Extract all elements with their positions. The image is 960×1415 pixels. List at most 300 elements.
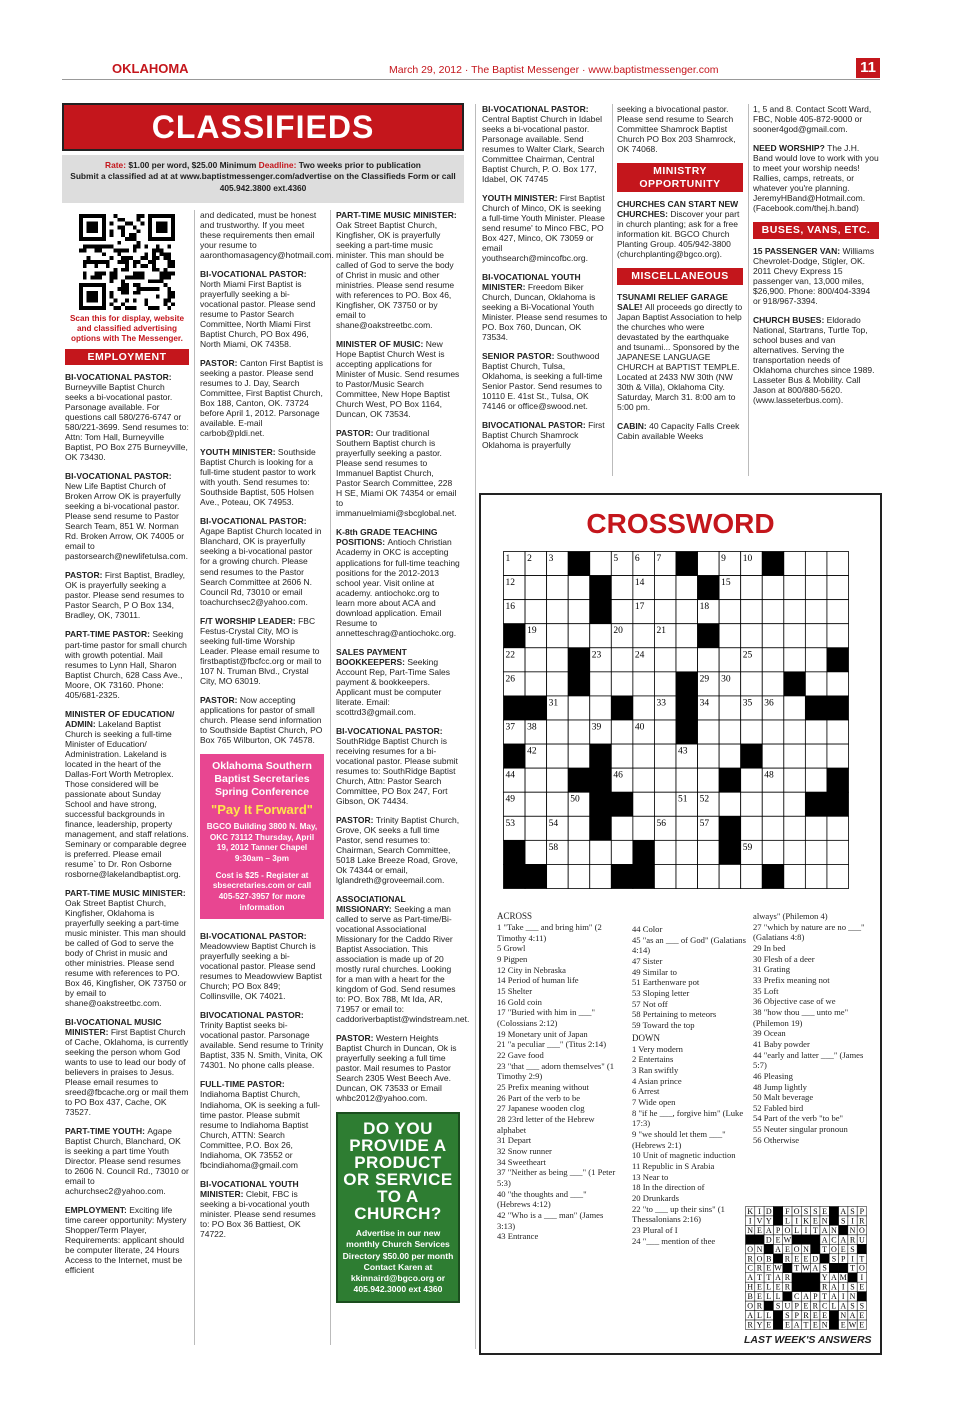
crossword-cell[interactable]	[741, 672, 763, 696]
crossword-number: 24	[634, 650, 645, 661]
crossword-cell[interactable]	[805, 648, 827, 672]
crossword-cell[interactable]	[654, 768, 676, 792]
classified-ad	[336, 1033, 460, 1103]
crossword-number: 9	[721, 554, 726, 564]
crossword-cell[interactable]	[654, 576, 676, 600]
crossword-cell[interactable]	[762, 600, 784, 624]
answer-letter: P	[813, 1292, 818, 1302]
crossword-cell[interactable]	[568, 816, 590, 840]
answer-letter: N	[803, 1244, 809, 1254]
answer-letter: L	[831, 1301, 837, 1311]
crossword-cell[interactable]	[719, 720, 741, 744]
crossword-cell[interactable]	[525, 672, 547, 696]
ad-text: Seeking part-time pastor for small church with growth potential. Mail resumes to Lynn Hall, Sharon Baptist Church, 628 Cass Ave., Moore, OK 73160. Phone: 405/681-2325.	[65, 629, 187, 700]
crossword-clue: 1 "Take ___ and bring him" (2 Timothy 4:11)	[497, 922, 602, 943]
column-4	[482, 104, 608, 459]
crossword-cell[interactable]	[698, 864, 720, 888]
ad-heading: PART-TIME YOUTH:	[65, 1126, 148, 1137]
crossword-cell[interactable]	[525, 768, 547, 792]
crossword-cell[interactable]	[719, 648, 741, 672]
crossword-cell[interactable]	[741, 624, 763, 648]
crossword-cell[interactable]	[611, 816, 633, 840]
crossword-clue: 39 Ocean	[753, 1028, 786, 1039]
crossword-cell[interactable]	[719, 744, 741, 768]
crossword-cell[interactable]	[676, 648, 698, 672]
crossword-black-cell	[633, 840, 655, 864]
crossword-cell[interactable]	[784, 648, 806, 672]
crossword-number: 42	[527, 746, 537, 757]
ad-text: Lakeland Baptist Church is seeking a full-time Minister of Education/ Administration. Lakeland is located in the heart of the Dallas-Fort Worth Metroplex. Those considered will be passionate about Sunday School and have strong, successful backgrounds in finance, leadership, property management, and staff relations. Seminary or comparable degree is preferred. Please email resume` to Dr. Ron Osborne rosborne@lakelandbaptist.org.	[65, 718, 189, 879]
crossword-cell[interactable]	[676, 576, 698, 600]
answer-letter: Y	[765, 1216, 772, 1226]
crossword-cell[interactable]	[784, 816, 806, 840]
crossword-cell[interactable]	[676, 816, 698, 840]
crossword-number: 33	[656, 698, 666, 709]
column-1	[65, 210, 189, 1284]
crossword-cell[interactable]	[676, 768, 698, 792]
crossword-cell[interactable]	[676, 624, 698, 648]
crossword-black-cell	[525, 864, 547, 888]
crossword-cell[interactable]	[784, 792, 806, 816]
crossword-cell[interactable]	[654, 744, 676, 768]
crossword-cell[interactable]	[698, 768, 720, 792]
crossword-cell[interactable]	[741, 576, 763, 600]
crossword-number: 39	[591, 722, 602, 733]
answer-letter: O	[793, 1206, 800, 1216]
column-rule	[194, 210, 195, 1345]
crossword-cell[interactable]	[762, 744, 784, 768]
crossword-number: 19	[527, 626, 537, 637]
answer-letter: V	[756, 1216, 763, 1226]
ad-heading: PASTOR:	[336, 428, 376, 439]
answer-letter: S	[775, 1301, 781, 1311]
crossword-cell[interactable]	[525, 648, 547, 672]
crossword-cell[interactable]	[676, 840, 698, 864]
answer-letter: E	[840, 1244, 846, 1254]
crossword-cell[interactable]	[547, 648, 569, 672]
answer-letter: T	[812, 1225, 818, 1235]
crossword-cell[interactable]	[719, 792, 741, 816]
crossword-cell[interactable]	[784, 768, 806, 792]
crossword-cell[interactable]	[741, 864, 763, 888]
answer-letter: E	[822, 1206, 828, 1216]
crossword-cell[interactable]	[547, 864, 569, 888]
crossword-cell[interactable]	[805, 624, 827, 648]
crossword-cell[interactable]	[547, 672, 569, 696]
answer-cell	[755, 1235, 764, 1244]
answer-letter: T	[822, 1244, 828, 1254]
answer-letter: P	[794, 1301, 799, 1311]
crossword-cell[interactable]	[805, 744, 827, 768]
answer-letter: N	[831, 1225, 837, 1235]
crossword-cell[interactable]	[719, 624, 741, 648]
crossword-cell[interactable]	[784, 696, 806, 720]
crossword-cell[interactable]	[525, 816, 547, 840]
crossword-cell[interactable]	[568, 576, 590, 600]
crossword-cell[interactable]	[611, 600, 633, 624]
answer-letter: H	[747, 1282, 754, 1292]
ad-text: New Hope Baptist Church West is accepting applications for Minister of Music. Send resumes to Pastor/Music Search Committee, New Hope Baptist Church West, PO Box 1164, Duncan, OK 73534.	[336, 339, 460, 420]
crossword-cell[interactable]	[633, 624, 655, 648]
ad-heading: PASTOR:	[200, 358, 240, 369]
crossword-cell[interactable]	[568, 600, 590, 624]
crossword-cell[interactable]	[547, 624, 569, 648]
ad-heading: MINISTER OF MUSIC:	[336, 339, 426, 350]
crossword-number: 53	[505, 818, 515, 829]
crossword-cell[interactable]	[568, 864, 590, 888]
ad-heading: BI-VOCATIONAL PASTOR:	[336, 725, 443, 736]
answer-letter: T	[803, 1320, 809, 1330]
crossword-cell[interactable]	[654, 840, 676, 864]
answer-letter: A	[840, 1301, 847, 1311]
crossword-cell[interactable]	[676, 864, 698, 888]
crossword-cell[interactable]	[741, 792, 763, 816]
crossword-cell[interactable]	[784, 720, 806, 744]
crossword-cell[interactable]	[547, 600, 569, 624]
crossword-number: 12	[505, 578, 515, 589]
crossword-clue: 21 "a peculiar ___" (Titus 2:14)	[497, 1039, 607, 1050]
answer-cell	[764, 1301, 773, 1310]
ad-text: North Miami First Baptist is prayerfully seeking a bi-vocational pastor. Please send resume to Pastor Search Committee, North Miami First Baptist Church, PO Box 496, North Miami, OK 74358.	[200, 279, 316, 350]
crossword-cell[interactable]	[590, 624, 612, 648]
crossword-cell[interactable]	[547, 792, 569, 816]
crossword-cell[interactable]	[568, 744, 590, 768]
ad-heading: BI-VOCATIONAL YOUTH MINISTER:	[482, 272, 581, 293]
ad-text: Discover your part in church planting; ask for a free information kit. BGCO Church Planting Group. 405/942-3800 (churchplanting@bgco.org).	[617, 209, 740, 260]
crossword-clue: 34 Sweetheart	[497, 1156, 546, 1167]
crossword-clue: 17 "Buried with him in ___" (Colossians 2:12)	[497, 1007, 595, 1029]
crossword-cell[interactable]	[762, 792, 784, 816]
crossword-cell[interactable]	[741, 816, 763, 840]
classified-ad	[336, 428, 460, 518]
classified-ad	[617, 199, 743, 259]
crossword-cell[interactable]	[654, 792, 676, 816]
ad-text: New Life Baptist Church of Broken Arrow OK is prayerfully seeking a bi-vocational pastor. Please send resume to Pastor Search Team, 851 W. Norman Rd. Broken Arrow, OK 74005 or email to pastorsearch@newlifetulsa.com.	[65, 481, 188, 562]
crossword-cell[interactable]	[698, 840, 720, 864]
answer-letter: E	[766, 1320, 772, 1330]
section-miscellaneous: MISCELLANEOUS	[617, 268, 743, 285]
crossword-cell[interactable]	[805, 576, 827, 600]
answer-letter: L	[784, 1216, 790, 1226]
answer-letter: A	[775, 1244, 781, 1254]
column-2	[200, 210, 334, 1248]
crossword-cell[interactable]	[827, 816, 849, 840]
answer-letter: R	[756, 1301, 763, 1311]
deadline-label: Deadline:	[258, 160, 297, 170]
classified-ad	[65, 1017, 189, 1117]
answer-letter: T	[794, 1263, 800, 1273]
answer-letter: D	[765, 1235, 772, 1245]
answer-letter: E	[812, 1311, 818, 1321]
ad-heading: BI-VOCATIONAL PASTOR:	[200, 931, 307, 942]
answer-letter: N	[840, 1311, 847, 1321]
classified-ad	[617, 292, 743, 412]
answer-letter: E	[859, 1320, 865, 1330]
crossword-cell[interactable]	[525, 840, 547, 864]
crossword-cell[interactable]	[525, 600, 547, 624]
deadline-text: Two weeks prior to publication	[298, 160, 421, 170]
crossword-cell[interactable]	[784, 840, 806, 864]
crossword-black-cell	[504, 744, 526, 768]
crossword-clue: 22 Gave food	[497, 1050, 544, 1061]
classified-ad	[200, 447, 324, 507]
ad-text: Oak Street Baptist Church, Kingfisher, OK is prayerfully seeking a part-time music minister. This man should be called of God to serve the body of Christ in music and other ministries. Please send resume with references to PO. Box 46, Kingfisher, OK 73750 or by email to shane@oakstreetbc.com.	[336, 220, 455, 331]
crossword-clue: 14 Period of human life	[497, 975, 579, 986]
answer-letter: L	[775, 1292, 781, 1302]
answer-letter: A	[747, 1273, 754, 1283]
crossword-cell[interactable]	[805, 672, 827, 696]
crossword-cell[interactable]	[827, 624, 849, 648]
crossword-cell[interactable]	[654, 672, 676, 696]
answer-letter: E	[812, 1320, 818, 1330]
crossword-cell[interactable]	[633, 816, 655, 840]
classified-ad	[617, 104, 743, 154]
crossword-cell[interactable]	[805, 720, 827, 744]
crossword-cell[interactable]	[784, 744, 806, 768]
ad-text: Agape Baptist Church located in Blanchard, OK is prayerfully seeking a bi-vocational pastor for a growing church. Please send resumes to the Pastor Search Committee at 2606 N. Council Rd, 73010 or email toachurchsec2@yahoo.com.	[200, 526, 322, 607]
crossword-cell[interactable]	[827, 552, 849, 576]
crossword-cell[interactable]	[827, 720, 849, 744]
ad-heading: PASTOR:	[336, 814, 376, 825]
crossword-cell[interactable]	[827, 840, 849, 864]
crossword-number: 20	[613, 626, 623, 637]
crossword-cell[interactable]	[719, 600, 741, 624]
across-heading: ACROSS	[497, 911, 533, 921]
crossword-clue: 4 Asian prince	[632, 1075, 682, 1086]
crossword-cell[interactable]	[762, 576, 784, 600]
crossword-number: 47	[721, 770, 731, 781]
answer-letter: I	[841, 1282, 845, 1292]
classified-ad	[336, 210, 460, 330]
crossword-cell[interactable]	[698, 648, 720, 672]
crossword-cell[interactable]	[784, 552, 806, 576]
crossword-cell[interactable]	[762, 816, 784, 840]
answer-letter: N	[849, 1225, 856, 1235]
answer-letter: L	[766, 1292, 772, 1302]
answer-cell	[783, 1263, 792, 1272]
ad-text: First Baptist, Bradley, OK is prayerfully seeking a pastor. Please send resumes to Pastor Search, P O Box 134, Bradley, OK, 73011.	[65, 570, 185, 621]
crossword-cell[interactable]	[568, 840, 590, 864]
crossword-cell[interactable]	[805, 840, 827, 864]
crossword-black-cell	[590, 744, 612, 768]
crossword-cell[interactable]	[784, 576, 806, 600]
answer-letter: N	[756, 1244, 763, 1254]
crossword-cell[interactable]	[741, 720, 763, 744]
crossword-cell[interactable]	[805, 864, 827, 888]
crossword-cell[interactable]	[762, 840, 784, 864]
answer-letter: S	[831, 1254, 837, 1264]
crossword-cell[interactable]	[762, 648, 784, 672]
answer-letter: A	[775, 1273, 781, 1283]
crossword-cell[interactable]	[633, 768, 655, 792]
answer-letter: Y	[756, 1320, 763, 1330]
crossword-cell[interactable]	[698, 720, 720, 744]
ad-heading: K-8th GRADE TEACHING POSITIONS:	[336, 527, 438, 548]
crossword-clue: 22 "to ___ up their sins" (1 Thessalonians 2:16)	[632, 1203, 725, 1225]
ad-text: First Baptist Church of Minco, OK is seeking a full-time Youth Minister. Please send resume' to Minco FBC, PO Box 427, Minco, OK 73059 or email youthsearch@mincofbc.org.	[482, 193, 605, 264]
crossword-cell[interactable]	[547, 744, 569, 768]
answer-letter: I	[851, 1216, 854, 1226]
crossword-cell[interactable]	[827, 864, 849, 888]
crossword-number: 29	[699, 674, 710, 685]
crossword-cell[interactable]	[805, 600, 827, 624]
answer-letter: S	[850, 1282, 855, 1292]
crossword-cell[interactable]	[762, 720, 784, 744]
crossword-cell[interactable]	[590, 840, 612, 864]
crossword-cell[interactable]	[805, 552, 827, 576]
column-rule	[475, 104, 476, 1349]
crossword-cell[interactable]	[676, 600, 698, 624]
crossword-cell[interactable]	[698, 552, 720, 576]
ad-heading: BI-VOCATIONAL MUSIC MINISTER:	[65, 1017, 162, 1038]
ad-heading: BI-VOCATIONAL PASTOR:	[482, 104, 589, 114]
answer-letter: A	[840, 1235, 847, 1245]
crossword-cell[interactable]	[633, 744, 655, 768]
crossword-clue: 57 Not off	[632, 998, 668, 1009]
answer-letter: I	[841, 1292, 845, 1302]
qr-code-icon[interactable]	[79, 214, 175, 310]
crossword-cell[interactable]	[719, 696, 741, 720]
services-directory-ad	[336, 1112, 460, 1303]
crossword-cell[interactable]	[654, 720, 676, 744]
crossword-cell[interactable]	[568, 720, 590, 744]
crossword-cell[interactable]	[547, 720, 569, 744]
crossword-cell[interactable]	[611, 576, 633, 600]
crossword-clue: 10 Unit of magnetic induction	[632, 1150, 736, 1161]
ad-heading: PART-TIME MUSIC MINISTER:	[65, 887, 186, 898]
crossword-cell[interactable]	[611, 672, 633, 696]
crossword-cell[interactable]	[827, 576, 849, 600]
crossword-clue: 26 Part of the verb to be	[497, 1092, 581, 1103]
crossword-clue: 43 Entrance	[497, 1231, 539, 1242]
answer-letter: E	[757, 1225, 762, 1235]
crossword-clue: 19 Monetary unit of Japan	[497, 1028, 588, 1039]
ad-heading: BIVOCATIONAL PASTOR:	[200, 1010, 304, 1021]
crossword-cell[interactable]	[633, 696, 655, 720]
ad-text: Burneyville Baptist Church seeks a bi-vocational pastor. Parsonage available. For questions call 580/276-6747 or 580/221-3699. Send resumes to: Attn: Tom Hall, Burneyville Baptist, PO Box 275 Burneyville, OK 73430.	[65, 382, 189, 463]
answer-cell	[820, 1254, 829, 1263]
crossword-cell[interactable]	[547, 576, 569, 600]
crossword-cell[interactable]	[568, 624, 590, 648]
crossword-cell[interactable]	[784, 864, 806, 888]
crossword-grid[interactable]	[503, 551, 849, 889]
ad-text: FBC Festus-Crystal City, MO is seeking full-time Worship Leader. Please email resume to firstbaptist@fbcfcc.org or mail to 107 N. Truman Blvd., Crystal City, MO 63019.	[200, 615, 322, 686]
crossword-cell[interactable]	[633, 792, 655, 816]
crossword-clue: 24 "___ mention of thee	[632, 1235, 716, 1246]
crossword-number: 17	[634, 602, 645, 613]
crossword-clue: 18 In the direction of	[632, 1182, 705, 1193]
crossword-black-cell	[590, 600, 612, 624]
ad-heading: BIVOCATIONAL PASTOR:	[482, 420, 589, 431]
crossword-cell[interactable]	[525, 792, 547, 816]
crossword-cell[interactable]	[611, 744, 633, 768]
crossword-cell[interactable]	[590, 552, 612, 576]
answer-letter: W	[802, 1263, 810, 1273]
crossword-cell[interactable]	[827, 600, 849, 624]
crossword-cell[interactable]	[762, 624, 784, 648]
crossword-cell[interactable]	[654, 600, 676, 624]
classified-ad	[200, 358, 324, 438]
answer-letter: I	[795, 1216, 799, 1226]
ad-text: Trinity Baptist seeks bi-vocational pastor. Parsonage available. Send resume to Trinity Baptist, 335 N. Smith, Vinita, OK 74301. No phone calls please.	[200, 1020, 324, 1071]
crossword-cell[interactable]	[568, 696, 590, 720]
crossword-cell[interactable]	[698, 744, 720, 768]
crossword-cell[interactable]	[525, 576, 547, 600]
crossword-cell[interactable]	[805, 768, 827, 792]
crossword-clue: 50 Malt beverage	[753, 1092, 814, 1103]
crossword-clue: 11 Republic in S Arabia	[632, 1160, 715, 1171]
answer-letter: E	[803, 1254, 809, 1264]
crossword-cell[interactable]	[654, 648, 676, 672]
crossword-black-cell	[805, 792, 827, 816]
crossword-black-cell	[827, 696, 849, 720]
answer-letter: N	[747, 1225, 754, 1235]
page-number: 11	[856, 58, 880, 78]
ad-heading: CHURCHES CAN START NEW CHURCHES:	[617, 199, 739, 220]
answer-letter: I	[851, 1254, 854, 1264]
crossword-cell[interactable]	[805, 816, 827, 840]
ad-text: The J.H. Band would love to work with you to meet your worship needs! Rallies, camps, retreats, or whatever you're planning. JeremyHBand@Hotmail.com. (Facebook.com/thej.h.band)	[753, 143, 879, 214]
crossword-clue: 9 "we should let them ___" (Hebrews 2:1)	[632, 1128, 726, 1150]
crossword-cell[interactable]	[741, 768, 763, 792]
answer-letter: T	[757, 1273, 762, 1283]
ad-heading: BI-VOCATIONAL PASTOR:	[65, 372, 172, 383]
crossword-cell[interactable]	[654, 864, 676, 888]
classified-ad	[753, 246, 879, 306]
answer-cell	[857, 1292, 866, 1301]
crossword-cell[interactable]	[719, 864, 741, 888]
crossword-clue: 6 Arrest	[632, 1086, 660, 1097]
crossword-cell[interactable]	[590, 672, 612, 696]
ad-text: Meadowview Baptist Church is prayerfully seeking a bi-vocational pastor. Please send resumes to Meadowview Baptist Church; PO Box 849; Collinsville, OK 74021.	[200, 941, 322, 1002]
answer-cell	[773, 1216, 782, 1225]
crossword-cell[interactable]	[741, 600, 763, 624]
crossword-cell[interactable]	[590, 696, 612, 720]
crossword-clue: 20 Drunkards	[632, 1192, 680, 1203]
crossword-cell[interactable]	[547, 768, 569, 792]
crossword-cell[interactable]	[633, 672, 655, 696]
crossword-number: 55	[591, 818, 602, 829]
answer-letter: I	[860, 1273, 864, 1283]
crossword-cell[interactable]	[784, 624, 806, 648]
crossword-cell[interactable]	[611, 840, 633, 864]
answer-letter: S	[841, 1216, 846, 1226]
answer-letter: D	[812, 1254, 819, 1264]
crossword-cell[interactable]	[784, 600, 806, 624]
answer-letter: E	[757, 1282, 762, 1292]
crossword-number: 41	[678, 722, 688, 733]
crossword-cell[interactable]	[762, 672, 784, 696]
crossword-cell[interactable]	[611, 720, 633, 744]
ad-heading: BI-VOCATIONAL PASTOR:	[65, 471, 172, 482]
answer-letter: A	[747, 1311, 754, 1321]
answer-letter: E	[822, 1311, 828, 1321]
crossword-clue: 31 Grating	[753, 964, 790, 975]
crossword-cell[interactable]	[827, 672, 849, 696]
crossword-black-cell	[719, 816, 741, 840]
clues-mid-col	[632, 924, 752, 1246]
crossword-cell[interactable]	[590, 864, 612, 888]
crossword-cell[interactable]	[611, 648, 633, 672]
answer-letter: E	[840, 1320, 846, 1330]
answer-letter: E	[766, 1263, 772, 1273]
crossword-cell[interactable]	[827, 744, 849, 768]
classified-ad	[753, 315, 879, 405]
answer-letter: S	[813, 1206, 818, 1216]
classified-ad	[200, 695, 324, 745]
crossword-clue: 47 Sister	[632, 955, 663, 966]
answer-letter: E	[784, 1320, 790, 1330]
